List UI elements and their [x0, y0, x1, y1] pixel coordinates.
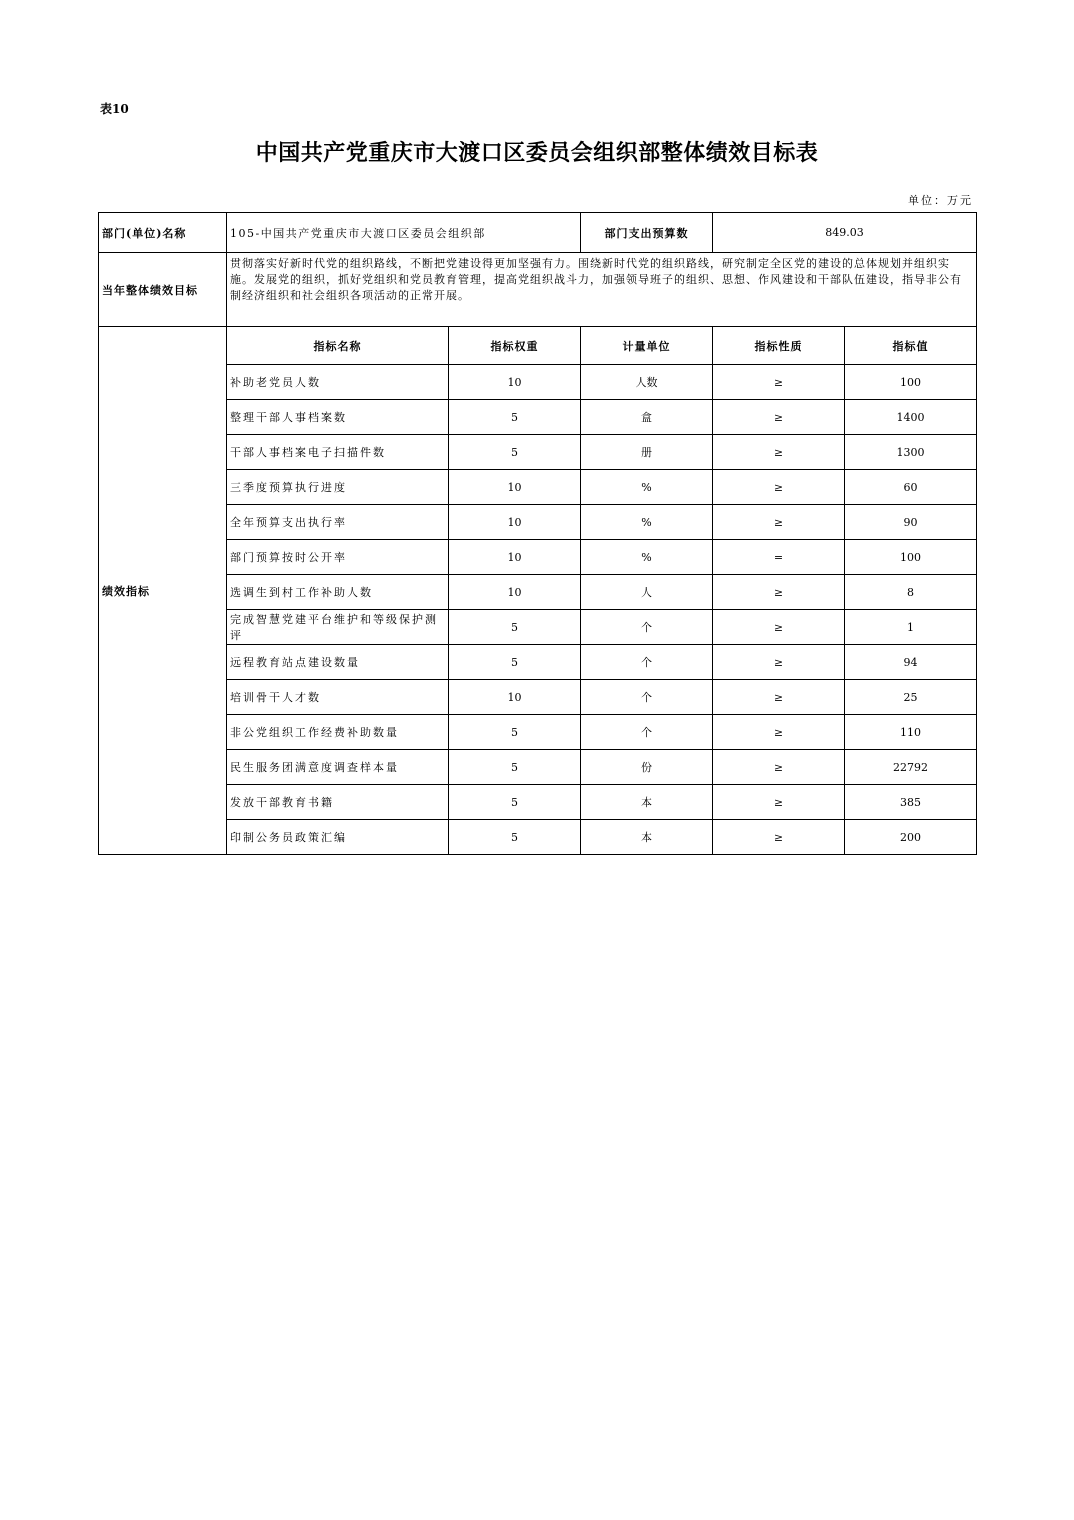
- indicator-value: 200: [845, 820, 977, 855]
- indicator-unit: 人: [581, 575, 713, 610]
- indicator-weight: 5: [449, 820, 581, 855]
- table-row: [99, 575, 977, 610]
- indicator-nature: ≥: [713, 785, 845, 820]
- col-header-weight: 指标权重: [449, 327, 581, 365]
- indicators-label: 绩效指标: [99, 327, 227, 855]
- indicator-name: 部门预算按时公开率: [227, 540, 449, 575]
- budget-label: 部门支出预算数: [581, 213, 713, 253]
- indicator-nature: ≥: [713, 750, 845, 785]
- table-row: [99, 610, 977, 645]
- performance-table-body: [99, 213, 977, 855]
- col-header-nature: 指标性质: [713, 327, 845, 365]
- indicator-weight: 5: [449, 610, 581, 645]
- indicator-unit: %: [581, 505, 713, 540]
- indicator-unit: %: [581, 540, 713, 575]
- indicator-weight: 10: [449, 540, 581, 575]
- indicator-value: 22792: [845, 750, 977, 785]
- col-header-name: 指标名称: [227, 327, 449, 365]
- table-row: [99, 435, 977, 470]
- indicator-value: 1400: [845, 400, 977, 435]
- indicator-weight: 10: [449, 470, 581, 505]
- indicator-nature: ≥: [713, 435, 845, 470]
- indicator-unit: %: [581, 470, 713, 505]
- indicator-name: 全年预算支出执行率: [227, 505, 449, 540]
- indicator-value: 100: [845, 540, 977, 575]
- table-row: [99, 400, 977, 435]
- unit-note: 单位：万元: [908, 194, 973, 207]
- indicator-nature: ≥: [713, 470, 845, 505]
- indicator-nature: =: [713, 540, 845, 575]
- indicator-name: 发放干部教育书籍: [227, 785, 449, 820]
- table-row: [99, 470, 977, 505]
- indicator-weight: 5: [449, 435, 581, 470]
- indicator-unit: 个: [581, 680, 713, 715]
- indicator-nature: ≥: [713, 400, 845, 435]
- indicator-name: 干部人事档案电子扫描件数: [227, 435, 449, 470]
- indicator-unit: 册: [581, 435, 713, 470]
- table-row: [99, 645, 977, 680]
- table-row: [99, 680, 977, 715]
- goal-label: 当年整体绩效目标: [99, 253, 227, 327]
- indicator-nature: ≥: [713, 610, 845, 645]
- table-row: [99, 715, 977, 750]
- indicator-value: 385: [845, 785, 977, 820]
- indicator-unit: 个: [581, 715, 713, 750]
- indicator-weight: 10: [449, 505, 581, 540]
- indicator-name: 补助老党员人数: [227, 365, 449, 400]
- indicator-header-row: [99, 327, 977, 365]
- indicator-unit: 本: [581, 820, 713, 855]
- indicator-value: 100: [845, 365, 977, 400]
- indicator-name: 选调生到村工作补助人数: [227, 575, 449, 610]
- indicator-value: 1: [845, 610, 977, 645]
- indicator-unit: 个: [581, 645, 713, 680]
- indicator-nature: ≥: [713, 645, 845, 680]
- table-row: [99, 785, 977, 820]
- indicator-weight: 10: [449, 575, 581, 610]
- indicator-name: 非公党组织工作经费补助数量: [227, 715, 449, 750]
- dept-label: 部门(单位)名称: [99, 213, 227, 253]
- indicator-value: 1300: [845, 435, 977, 470]
- table-row: [99, 540, 977, 575]
- indicator-value: 90: [845, 505, 977, 540]
- indicator-value: 25: [845, 680, 977, 715]
- indicator-name: 完成智慧党建平台维护和等级保护测评: [227, 610, 449, 645]
- indicator-unit: 本: [581, 785, 713, 820]
- table-number: 表10: [100, 102, 129, 116]
- col-header-value: 指标值: [845, 327, 977, 365]
- indicator-value: 8: [845, 575, 977, 610]
- indicator-name: 远程教育站点建设数量: [227, 645, 449, 680]
- indicator-weight: 5: [449, 715, 581, 750]
- indicator-weight: 10: [449, 680, 581, 715]
- indicator-name: 培训骨干人才数: [227, 680, 449, 715]
- goal-row: [99, 253, 977, 327]
- indicator-name: 印制公务员政策汇编: [227, 820, 449, 855]
- indicator-value: 60: [845, 470, 977, 505]
- indicator-nature: ≥: [713, 575, 845, 610]
- indicator-value: 110: [845, 715, 977, 750]
- table-row: [99, 505, 977, 540]
- indicator-unit: 个: [581, 610, 713, 645]
- indicator-nature: ≥: [713, 715, 845, 750]
- budget-value: 849.03: [713, 213, 977, 253]
- dept-row: [99, 213, 977, 253]
- indicator-name: 整理干部人事档案数: [227, 400, 449, 435]
- indicator-weight: 10: [449, 365, 581, 400]
- indicator-weight: 5: [449, 785, 581, 820]
- dept-name: 105-中国共产党重庆市大渡口区委员会组织部: [227, 213, 581, 253]
- indicator-nature: ≥: [713, 365, 845, 400]
- indicator-unit: 人数: [581, 365, 713, 400]
- table-row: [99, 750, 977, 785]
- indicator-nature: ≥: [713, 505, 845, 540]
- table-row: [99, 820, 977, 855]
- table-row: [99, 365, 977, 400]
- indicator-weight: 5: [449, 750, 581, 785]
- indicator-name: 三季度预算执行进度: [227, 470, 449, 505]
- indicator-unit: 份: [581, 750, 713, 785]
- performance-table: [98, 212, 977, 855]
- indicator-weight: 5: [449, 400, 581, 435]
- indicator-weight: 5: [449, 645, 581, 680]
- goal-text: 贯彻落实好新时代党的组织路线，不断把党建设得更加坚强有力。围绕新时代党的组织路线，研究制定全区党的建设的总体规划并组织实施。发展党的组织，抓好党组织和党员教育管理，提高党组织战斗力，加强领导班子的组织、思想、作风建设和干部队伍建设，指导非公有制经济组织和社会组织各项活动的正常开展。: [227, 253, 977, 327]
- page-title: 中国共产党重庆市大渡口区委员会组织部整体绩效目标表: [255, 140, 819, 166]
- indicator-value: 94: [845, 645, 977, 680]
- indicator-nature: ≥: [713, 820, 845, 855]
- indicator-name: 民生服务团满意度调查样本量: [227, 750, 449, 785]
- indicator-unit: 盒: [581, 400, 713, 435]
- col-header-unit: 计量单位: [581, 327, 713, 365]
- indicator-nature: ≥: [713, 680, 845, 715]
